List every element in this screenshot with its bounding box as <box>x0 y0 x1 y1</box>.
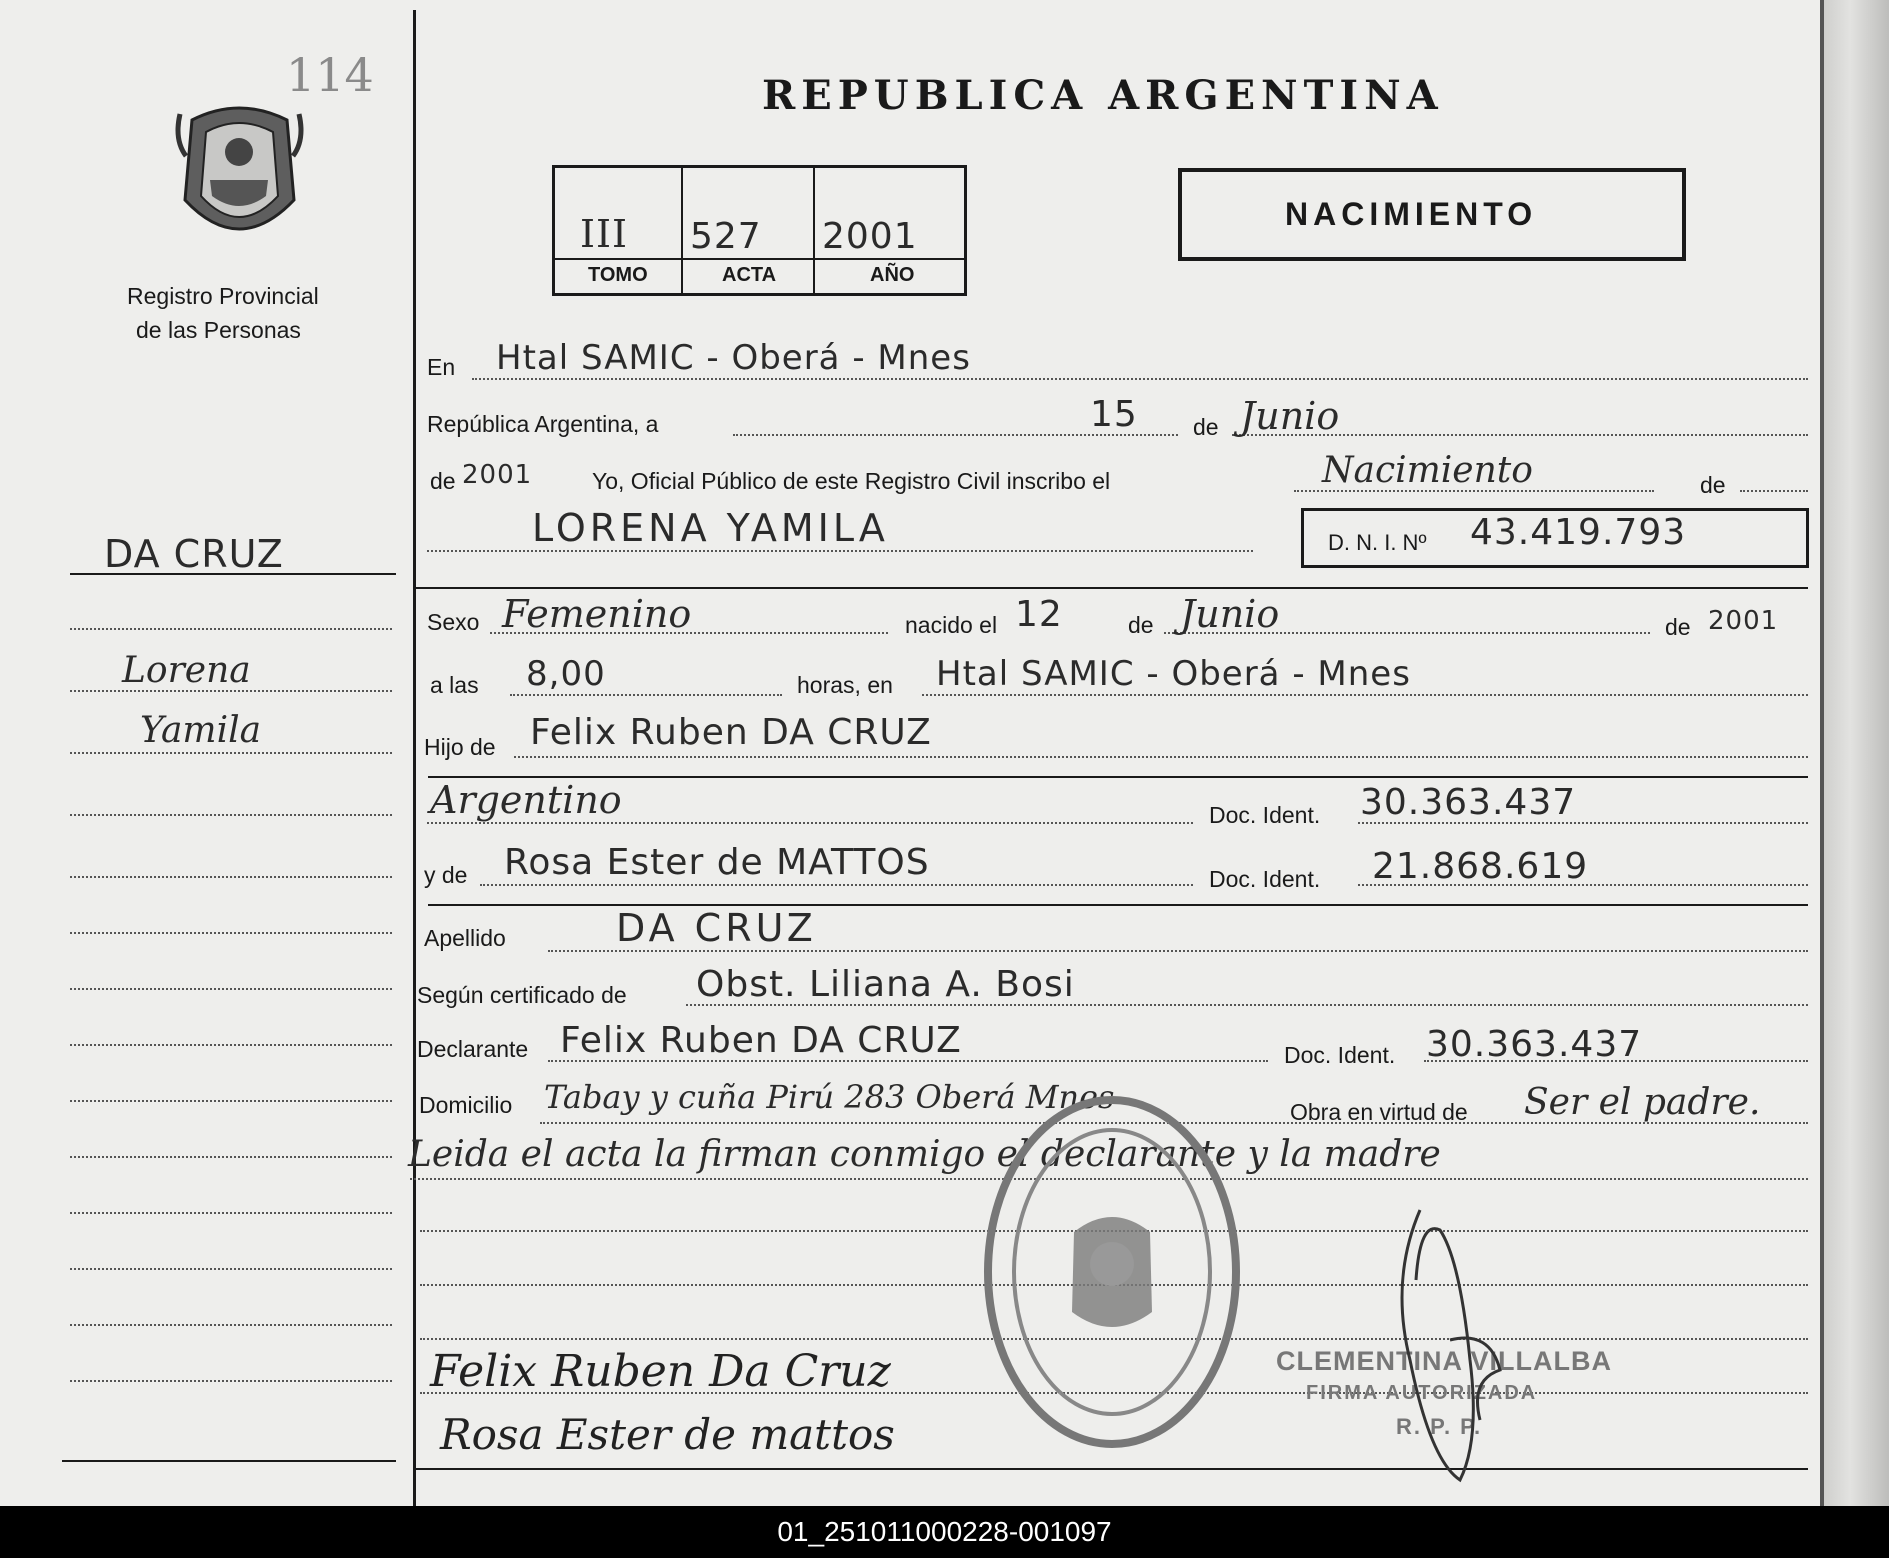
year-value: 2001 <box>462 460 533 490</box>
father-signature: Felix Ruben Da Cruz <box>430 1346 891 1397</box>
birth-place: Htal SAMIC - Oberá - Mnes <box>936 654 1411 694</box>
sexo-label: Sexo <box>427 609 480 635</box>
birth-day: 12 <box>1015 594 1063 635</box>
yo-text: Yo, Oficial Público de este Registro Civil inscribo el <box>592 468 1111 494</box>
inscribe-value: Nacimiento <box>1322 450 1533 491</box>
obra-label: Obra en virtud de <box>1290 1099 1468 1125</box>
obra-value: Ser el padre. <box>1524 1082 1761 1123</box>
year-label: de <box>430 468 456 494</box>
en-value: Htal SAMIC - Oberá - Mnes <box>496 338 971 378</box>
margin-line <box>70 1100 392 1102</box>
domicilio-label: Domicilio <box>419 1092 513 1118</box>
father-nationality: Argentino <box>430 778 622 822</box>
record-box-rule <box>552 258 967 260</box>
acta-label: ACTA <box>722 264 777 286</box>
father-doc: 30.363.437 <box>1360 782 1577 823</box>
hour-line <box>510 694 782 696</box>
margin-line <box>70 628 392 630</box>
de-label: de <box>1193 414 1219 440</box>
de-label-2: de <box>1700 472 1726 498</box>
republica-label: República Argentina, a <box>427 411 659 437</box>
en-label: En <box>427 354 456 380</box>
margin-line <box>70 932 392 934</box>
tomo-value: III <box>580 212 629 256</box>
ano-label: AÑO <box>870 264 915 286</box>
official-stamp-icon <box>982 1092 1242 1452</box>
doc-label-3: Doc. Ident. <box>1284 1042 1396 1068</box>
father-name: Felix Ruben DA CRUZ <box>530 712 932 753</box>
margin-line <box>70 690 392 692</box>
dni-label: D. N. I. Nº <box>1328 530 1427 555</box>
month-value: Junio <box>1240 394 1340 438</box>
image-id-footer: 01_251011000228-001097 <box>0 1506 1889 1558</box>
apellido-label: Apellido <box>424 925 506 951</box>
acta-value: 527 <box>690 216 762 257</box>
nacido-label: nacido el <box>905 612 998 638</box>
registry-name-line2: de las Personas <box>136 317 301 343</box>
ano-value: 2001 <box>822 216 918 257</box>
domicilio-value: Tabay y cuña Pirú 283 Oberá Mnes <box>544 1078 1115 1116</box>
apellido-line <box>548 950 1808 952</box>
hijo-label: Hijo de <box>424 734 496 760</box>
margin-bottom-rule <box>62 1460 396 1462</box>
closing-text: Leida el acta la firman conmigo el declarante y la madre <box>408 1134 1441 1175</box>
horas-label: horas, en <box>797 672 893 698</box>
margin-line <box>70 1324 392 1326</box>
record-box-divider <box>681 165 683 296</box>
segun-label: Según certificado de <box>417 982 627 1008</box>
nationality-line <box>427 822 1193 824</box>
margin-line <box>70 752 392 754</box>
hour-value: 8,00 <box>526 654 606 694</box>
sexo-value: Femenino <box>502 592 692 636</box>
alas-label: a las <box>430 672 479 698</box>
official-role-stamp: FIRMA AUTORIZADA <box>1306 1382 1538 1404</box>
doc-label: Doc. Ident. <box>1209 802 1321 828</box>
en-line <box>472 378 1808 380</box>
margin-rule <box>70 573 396 575</box>
child-name: LORENA YAMILA <box>532 506 889 550</box>
declarante-doc: 30.363.437 <box>1426 1024 1643 1065</box>
margin-surname: DA CRUZ <box>104 532 284 576</box>
provincial-seal-icon <box>172 100 307 248</box>
birth-place-line <box>922 694 1808 696</box>
apellido-value: DA CRUZ <box>616 906 817 950</box>
bottom-rule <box>415 1468 1808 1470</box>
mother-signature: Rosa Ester de mattos <box>440 1410 895 1459</box>
mother-doc: 21.868.619 <box>1372 846 1589 887</box>
margin-line <box>70 988 392 990</box>
book-spine <box>1824 0 1889 1506</box>
declarante-label: Declarante <box>417 1036 529 1062</box>
doc-label-2: Doc. Ident. <box>1209 866 1321 892</box>
de-label-3: de <box>1128 612 1154 638</box>
official-signature-icon <box>1380 1200 1520 1490</box>
page-number: 114 <box>286 48 374 102</box>
tomo-label: TOMO <box>588 264 648 286</box>
record-box-divider <box>813 165 815 296</box>
mother-name: Rosa Ester de MATTOS <box>504 842 930 883</box>
section-rule <box>428 776 1808 778</box>
dni-value: 43.419.793 <box>1470 512 1687 553</box>
de-line <box>1740 490 1808 492</box>
margin-divider <box>413 10 416 1506</box>
record-type: NACIMIENTO <box>1285 196 1538 232</box>
name-line <box>427 550 1253 552</box>
margin-line <box>70 814 392 816</box>
de-label-4: de <box>1665 614 1691 640</box>
mother-name-line <box>480 884 1193 886</box>
margin-line <box>70 1380 392 1382</box>
country-title: REPUBLICA ARGENTINA <box>762 72 1444 119</box>
day-value: 15 <box>1090 394 1138 435</box>
official-name-stamp: CLEMENTINA VILLALBA <box>1276 1346 1612 1376</box>
yde-label: y de <box>424 862 468 888</box>
margin-line <box>70 1156 392 1158</box>
section-rule <box>415 587 1808 589</box>
official-org-stamp: R. P. P. <box>1396 1414 1483 1439</box>
declarante-value: Felix Ruben DA CRUZ <box>560 1020 962 1061</box>
margin-given-name-2: Yamila <box>140 710 262 751</box>
margin-line <box>70 876 392 878</box>
birth-year: 2001 <box>1708 606 1779 636</box>
registry-name-line1: Registro Provincial <box>127 283 319 309</box>
segun-value: Obst. Liliana A. Bosi <box>696 964 1075 1005</box>
margin-given-name-1: Lorena <box>122 650 251 691</box>
margin-line <box>70 1268 392 1270</box>
margin-line <box>70 1212 392 1214</box>
margin-line <box>70 1044 392 1046</box>
father-name-line <box>514 756 1808 758</box>
birth-month: Junio <box>1180 592 1280 636</box>
